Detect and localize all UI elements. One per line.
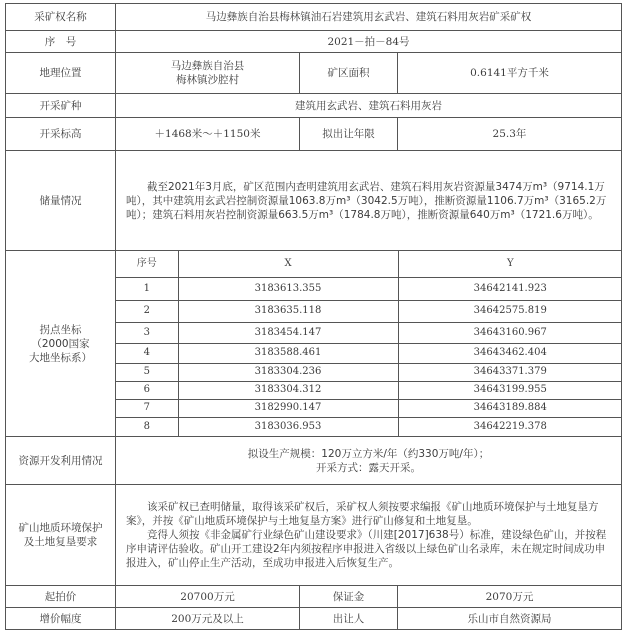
coords-row [116, 343, 622, 363]
environment-label: 矿山地质环境保护及土地复垦要求 [6, 485, 116, 586]
area-value: 0.6141平方千米 [398, 53, 622, 94]
coords-row [116, 322, 622, 343]
coords-cell-y: 34643462.404 [398, 343, 622, 363]
coords-cell-seq: 2 [116, 300, 178, 322]
serial-label: 序 号 [6, 31, 116, 53]
environment-para1: 该采矿权已查明储量，取得该采矿权后，采矿权人须按要求编报《矿山地质环境保护与土地复垦方案》，并按《矿山地质环境保护与土地复垦方案》进行矿山修复和土地复垦。 [126, 501, 599, 527]
coords-table-body [116, 251, 622, 436]
location-line1: 马边彝族自治县 [170, 60, 245, 72]
coords-label-line2: （2000国家 [31, 337, 90, 350]
coords-header-x: X [178, 251, 398, 277]
price-label: 起拍价 [6, 586, 116, 608]
coords-cell-seq: 3 [116, 322, 178, 343]
reserves-label: 储量情况 [6, 151, 116, 251]
increment-label: 增价幅度 [6, 608, 116, 630]
coords-header-row [116, 251, 622, 277]
coords-cell-y: 34643189.884 [398, 399, 622, 417]
coords-cell-seq: 4 [116, 343, 178, 363]
development-line2: 开采方式：露天开采。 [316, 461, 421, 474]
elevation-value: ＋1468米～＋1150米 [116, 118, 300, 151]
coords-row [116, 399, 622, 417]
coords-cell-y: 34642575.819 [398, 300, 622, 322]
coords-cell-x: 3183304.236 [178, 363, 398, 381]
term-label: 拟出让年限 [300, 118, 398, 151]
seller-value: 乐山市自然资源局 [398, 608, 622, 630]
coords-cell-seq: 7 [116, 399, 178, 417]
coords-cell-x: 3183635.118 [178, 300, 398, 322]
coords-header-seq: 序号 [116, 251, 178, 277]
serial-value: 2021－拍－84号 [116, 31, 622, 53]
row-increment [6, 608, 622, 630]
coords-cell-x: 3182990.147 [178, 399, 398, 417]
development-value [116, 437, 622, 485]
row-serial [6, 31, 622, 53]
coords-cell-seq: 1 [116, 277, 178, 300]
development-line1: 拟设生产规模：120万立方米/年（约330万吨/年）； [247, 447, 490, 460]
environment-text-cell [116, 485, 622, 586]
row-price [6, 586, 622, 608]
location-line2: 梅林镇沙腔村 [176, 74, 239, 86]
coords-cell-x: 3183036.953 [178, 417, 398, 436]
location-label: 地理位置 [6, 53, 116, 94]
area-label: 矿区面积 [300, 53, 398, 94]
row-coordinates [6, 251, 622, 437]
coords-row [116, 363, 622, 381]
mining-rights-table-page [5, 3, 621, 625]
row-location [6, 53, 622, 94]
mining-rights-table [5, 3, 622, 630]
location-value [116, 53, 300, 94]
increment-value: 200万元及以上 [116, 608, 300, 630]
mineral-value: 建筑用玄武岩、建筑石料用灰岩 [116, 94, 622, 118]
coords-cell-y: 34642141.923 [398, 277, 622, 300]
coords-row [116, 300, 622, 322]
row-name [6, 4, 622, 31]
price-value: 20700万元 [116, 586, 300, 608]
row-mineral [6, 94, 622, 118]
row-elevation [6, 118, 622, 151]
coords-cell-x: 3183304.312 [178, 381, 398, 399]
coords-cell-y: 34643160.967 [398, 322, 622, 343]
reserves-text-cell [116, 151, 622, 251]
coords-cell-x: 3183613.355 [178, 277, 398, 300]
coords-cell-seq: 5 [116, 363, 178, 381]
reserves-text: 截至2021年3月底，矿区范围内查明建筑用玄武岩、建筑石料用灰岩资源量3474万m³（9714.1万吨），其中建筑用玄武岩控制资源量1063.8万m³（3042.5万吨），推断资源量1106.7万m³（3165.2万吨）；建筑石料用灰岩控制资源量663.5万m³（1784.8万吨），推断资源量640万m³（1721.6万吨）。 [126, 180, 607, 221]
coords-header-y: Y [398, 251, 622, 277]
coords-table [116, 251, 622, 436]
coords-cell-y: 34642219.378 [398, 417, 622, 436]
row-environment [6, 485, 622, 586]
coords-label [6, 251, 116, 437]
coords-cell-seq: 6 [116, 381, 178, 399]
coords-row [116, 381, 622, 399]
name-value: 马边彝族自治县梅林镇油石岩建筑用玄武岩、建筑石料用灰岩矿采矿权 [116, 4, 622, 31]
mineral-label: 开采矿种 [6, 94, 116, 118]
coords-cell-y: 34643371.379 [398, 363, 622, 381]
environment-para2: 竞得人须按《非金属矿行业绿色矿山建设要求》（川建[2017]638号）标准，建设绿色矿山，并按程序申请评估验收。矿山开工建设2年内须按程序申报进入省级以上绿色矿山名录库，未在规定时间成功申报进入，矿山停止生产活动，至成功申报进入后恢复生产。 [126, 529, 607, 569]
deposit-label: 保证金 [300, 586, 398, 608]
coords-label-line1: 拐点坐标 [39, 323, 82, 336]
deposit-value: 2070万元 [398, 586, 622, 608]
elevation-label: 开采标高 [6, 118, 116, 151]
development-label: 资源开发利用情况 [6, 437, 116, 485]
coords-label-line3: 大地坐标系） [29, 351, 92, 364]
coords-row [116, 277, 622, 300]
coords-cell-seq: 8 [116, 417, 178, 436]
coords-cell-x: 3183588.461 [178, 343, 398, 363]
name-label: 采矿权名称 [6, 4, 116, 31]
coords-cell-x: 3183454.147 [178, 322, 398, 343]
row-development [6, 437, 622, 485]
term-value: 25.3年 [398, 118, 622, 151]
coords-cell-y: 34643199.955 [398, 381, 622, 399]
seller-label: 出让人 [300, 608, 398, 630]
row-reserves [6, 151, 622, 251]
coords-table-cell [116, 251, 622, 437]
coords-row [116, 417, 622, 436]
